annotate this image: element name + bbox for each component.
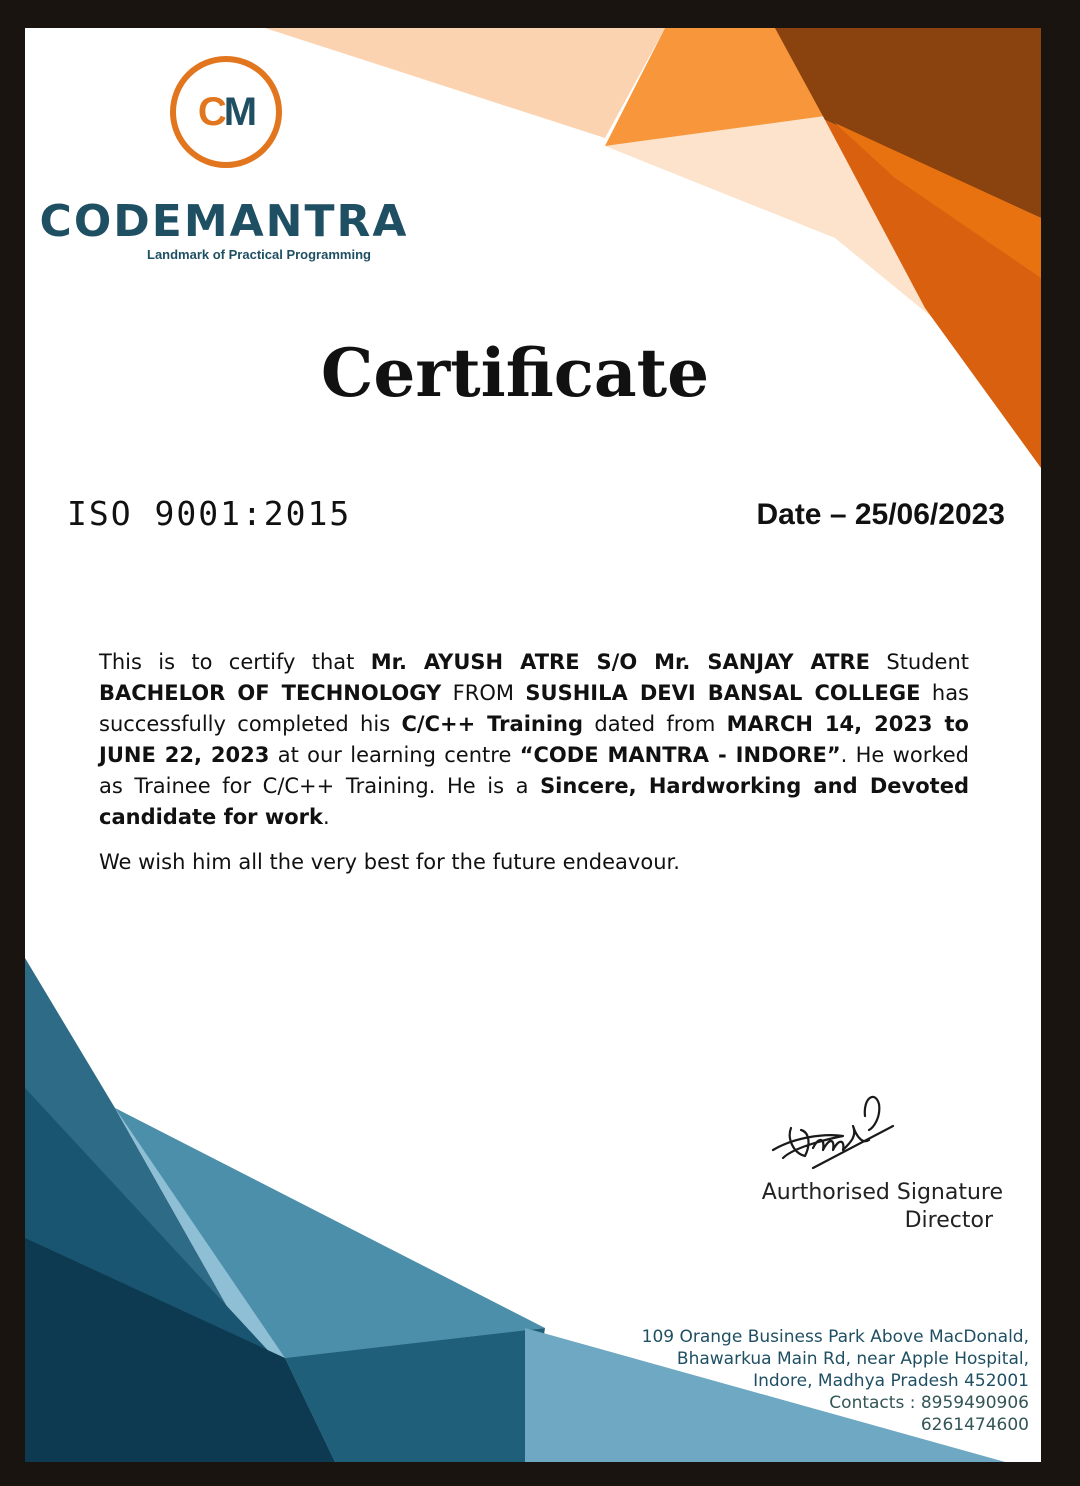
- training-dates: MARCH 14, 2023 to JUNE 22, 2023: [99, 712, 969, 767]
- address-block: [469, 1326, 1029, 1436]
- signature-title: Director: [904, 1208, 993, 1233]
- logo-emblem: [170, 56, 282, 168]
- issue-date: Date – 25/06/2023: [756, 498, 1005, 531]
- logo-wordmark: CODEMANTRA: [39, 196, 409, 247]
- candidate-qualities: Sincere, Hardworking and Devoted candidate for work: [99, 774, 969, 829]
- dated-from-text: dated from: [583, 712, 727, 736]
- wish-line: We wish him all the very best for the future endeavour.: [99, 850, 680, 874]
- logo-monogram-c: C: [197, 90, 224, 134]
- iso-certification: ISO 9001:2015: [67, 494, 352, 533]
- worked-text: . He worked as Trainee for C/C++ Training. He is a: [99, 743, 969, 798]
- certificate-body: [99, 647, 969, 878]
- logo-monogram-m: M: [223, 90, 255, 134]
- address-line-3: Indore, Madhya Pradesh 452001: [753, 1371, 1029, 1391]
- centre-text: at our learning centre: [269, 743, 520, 767]
- codemantra-logo: [39, 56, 409, 266]
- contact-phone-1: Contacts : 8959490906: [829, 1393, 1029, 1413]
- course-name: C/C++ Training: [401, 712, 584, 736]
- degree-name: BACHELOR OF TECHNOLOGY: [99, 681, 442, 705]
- paragraph-end: .: [322, 805, 330, 829]
- college-name: SUSHILA DEVI BANSAL COLLEGE: [525, 681, 921, 705]
- completed-text: has successfully completed his: [99, 681, 969, 736]
- contact-phone-2: 6261474600: [920, 1415, 1029, 1435]
- certify-paragraph: [99, 647, 969, 833]
- logo-tagline: Landmark of Practical Programming: [147, 247, 371, 262]
- certificate-page: [25, 28, 1041, 1462]
- from-text: FROM: [441, 681, 526, 705]
- centre-name: “CODE MANTRA - INDORE”: [519, 743, 841, 767]
- student-name: Mr. AYUSH ATRE S/O Mr. SANJAY ATRE: [370, 650, 870, 674]
- signature-label: Aurthorised Signature: [761, 1180, 1003, 1205]
- logo-monogram: [176, 90, 276, 134]
- handwritten-signature: [753, 1078, 903, 1188]
- student-word: Student: [870, 650, 970, 674]
- address-line-1: 109 Orange Business Park Above MacDonald,: [641, 1327, 1029, 1347]
- address-line-2: Bhawarkua Main Rd, near Apple Hospital,: [676, 1349, 1029, 1369]
- certificate-title: Certificate: [320, 334, 710, 412]
- intro-text: This is to certify that: [99, 650, 371, 674]
